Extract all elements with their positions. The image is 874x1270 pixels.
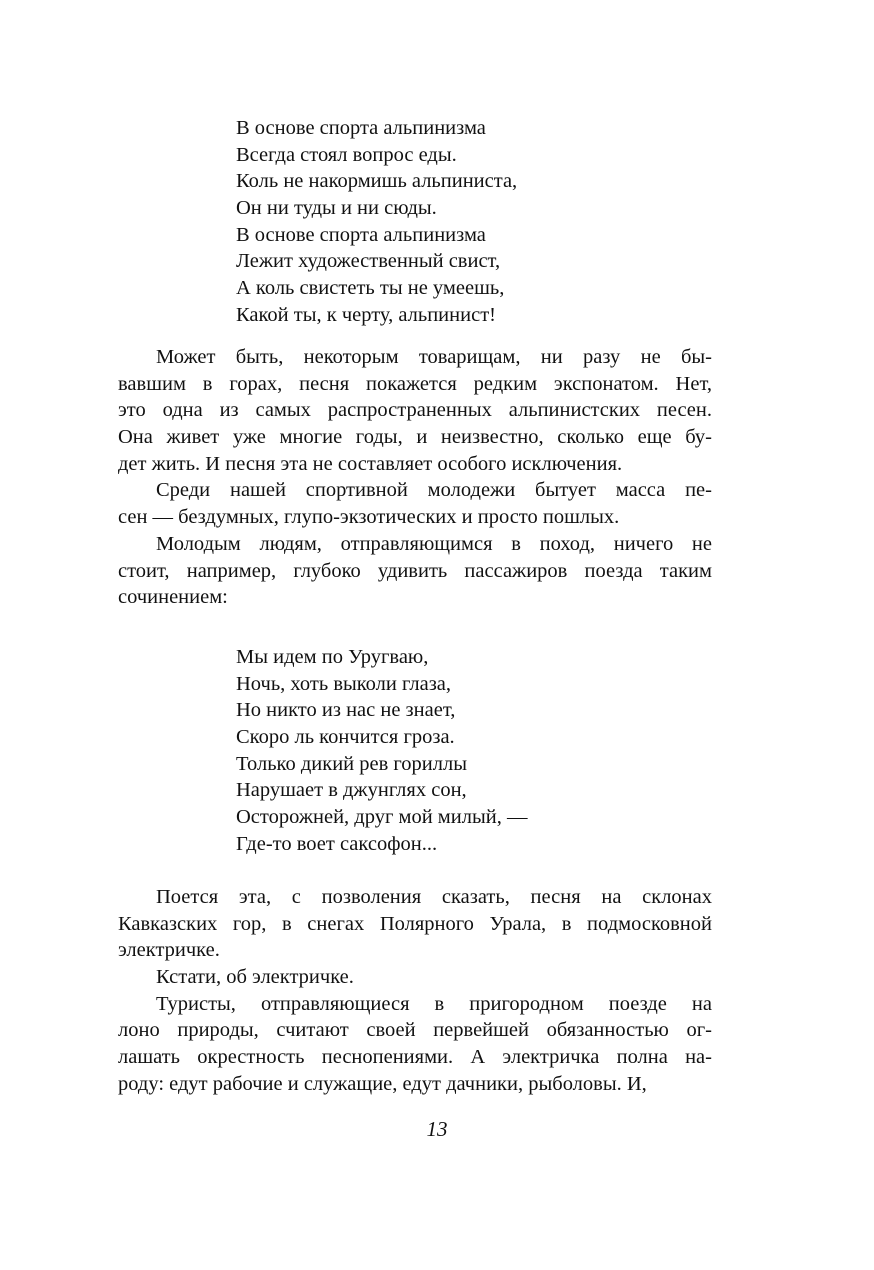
prose-block-2 [118, 884, 712, 1098]
poem-line: Скоро ль кончится гроза. [236, 726, 455, 749]
paragraph-line: лоно природы, считают своей первейшей обязанностью ог- [118, 1019, 712, 1042]
poem-line: Мы идем по Уругваю, [236, 646, 429, 668]
paragraph-line: вавшим в горах, песня покажется редким экспонатом. Нет, [118, 372, 712, 395]
paragraph-line: роду: едут рабочие и служащие, едут дачники, рыболовы. И, [118, 1072, 647, 1095]
paragraph [118, 531, 712, 611]
paragraph-line: Она живет уже многие годы, и неизвестно, сколько еще бу- [118, 426, 712, 449]
paragraph-line: Поется эта, с позволения сказать, песня на склонах [156, 886, 712, 908]
paragraph-line: сен — бездумных, глупо-экзотических и просто пошлых. [118, 506, 620, 529]
poem-line: Он ни туды и ни сюды. [236, 197, 437, 220]
paragraph [118, 991, 712, 1098]
poem-line: В основе спорта альпинизма [236, 117, 486, 139]
poem-line: В основе спорта альпинизма [236, 223, 486, 246]
paragraph-line: Среди нашей спортивной молодежи бытует масса пе- [156, 479, 712, 502]
paragraph-line: лашать окрестность песнопениями. А электричка полна на- [118, 1046, 712, 1069]
paragraph-line: Молодым людям, отправляющимся в поход, ничего не [156, 532, 712, 555]
paragraph-line: электричке. [118, 939, 220, 962]
paragraph-line: сочинением: [118, 586, 228, 609]
poem-line: Ночь, хоть выколи глаза, [236, 672, 452, 695]
poem-line: Нарушает в джунглях сон, [236, 779, 467, 802]
poem-line: Только дикий рев гориллы [236, 752, 468, 775]
poem-line: Коль не накормишь альпиниста, [236, 170, 518, 193]
paragraph-line: Кавказских гор, в снегах Полярного Урала, в подмосковной [118, 912, 712, 935]
page-number: 13 [426, 1117, 448, 1141]
paragraph-line: Туристы, отправляющиеся в пригородном поезде на [156, 992, 712, 1015]
poem-line: Осторожней, друг мой милый, — [236, 806, 528, 829]
poem-line: Где-то воет саксофон... [236, 832, 438, 855]
paragraph [118, 477, 712, 530]
paragraph-line: стоит, например, глубоко удивить пассажиров поезда таким [118, 559, 712, 582]
poem-line: Лежит художественный свист, [236, 250, 501, 273]
paragraph-line: это одна из самых распространенных альпинистских песен. [118, 399, 712, 422]
paragraph [118, 884, 712, 964]
paragraph-line: Может быть, некоторым товарищам, ни разу не бы- [156, 346, 712, 368]
poem-line: Какой ты, к черту, альпинист! [236, 303, 496, 326]
paragraph [118, 964, 712, 991]
paragraph-line: дет жить. И песня эта не составляет особого исключения. [118, 452, 623, 475]
poem-2 [236, 644, 527, 858]
paragraph-line: Кстати, об электричке. [156, 966, 354, 989]
poem-line: Но никто из нас не знает, [236, 699, 456, 722]
poem-1 [236, 115, 517, 329]
poem-line: А коль свистеть ты не умеешь, [236, 277, 505, 300]
paragraph [118, 344, 712, 477]
prose-block-1 [118, 344, 712, 611]
poem-line: Всегда стоял вопрос еды. [236, 143, 457, 166]
